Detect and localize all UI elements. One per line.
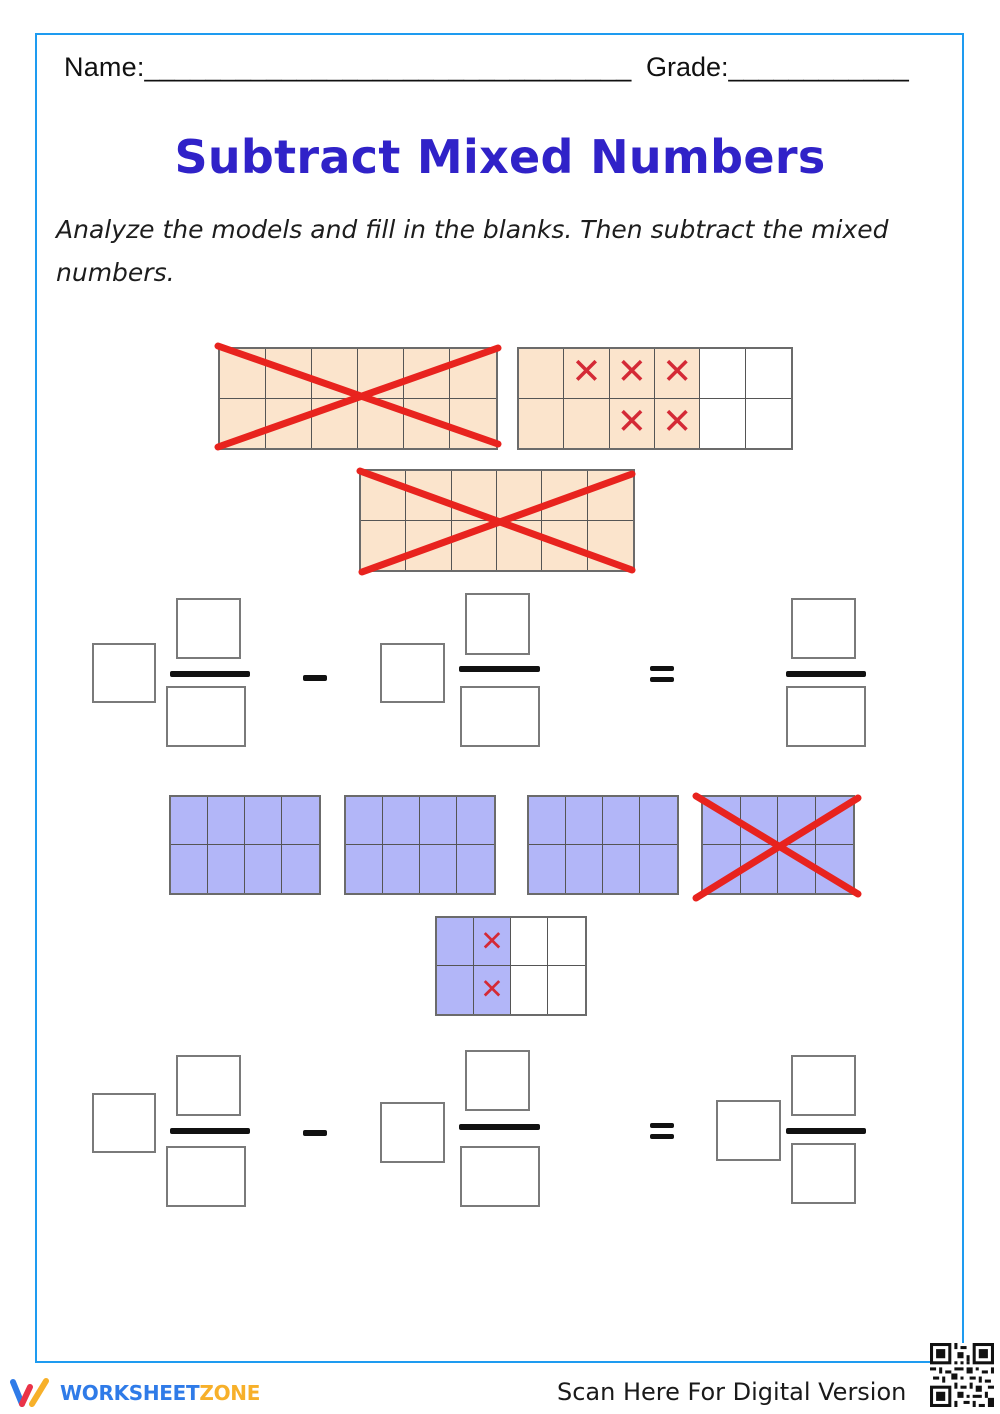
crossed-cell [610, 349, 655, 399]
equals-sign-top [650, 666, 674, 671]
x-mark-icon: ✕ [480, 923, 504, 957]
term1-numerator-input[interactable] [176, 598, 241, 659]
crossed-cell [655, 399, 700, 449]
logo-wordmark: WORKSHEETZONE [60, 1381, 261, 1405]
model-grid-2b [344, 795, 496, 895]
crossed-cell [655, 349, 700, 399]
equals-sign-top [650, 1123, 674, 1128]
model-grid-2d [701, 795, 855, 895]
fraction-bar [459, 666, 540, 672]
term2-denominator-input[interactable] [460, 1146, 540, 1207]
minus-sign [303, 1130, 327, 1136]
term1-numerator-input[interactable] [176, 1055, 241, 1116]
term2-denominator-input[interactable] [460, 686, 540, 747]
grade-field[interactable]: Grade:____________ [646, 52, 909, 82]
fraction-bar [786, 671, 866, 677]
x-mark-icon: ✕ [616, 401, 647, 443]
model-grid-1b [517, 347, 793, 450]
x-mark-icon: ✕ [571, 351, 602, 393]
worksheetzone-w-logo-icon [8, 1377, 52, 1409]
equals-sign-bottom [650, 1134, 674, 1139]
fraction-bar [170, 671, 250, 677]
crossed-cell [564, 349, 609, 399]
x-mark-icon: ✕ [616, 351, 647, 393]
term1-whole-input[interactable] [92, 1093, 156, 1153]
instructions: Analyze the models and fill in the blanks. Then subtract the mixed numbers. [56, 215, 889, 287]
term1-whole-input[interactable] [92, 643, 156, 703]
worksheet-title: Subtract Mixed Numbers [174, 130, 826, 184]
model-grid-2c [527, 795, 679, 895]
model-grid-2a [169, 795, 321, 895]
model-grid-1c [359, 469, 635, 572]
qr-code-icon[interactable] [930, 1343, 994, 1407]
term1-denominator-input[interactable] [166, 1146, 246, 1207]
fraction-bar [786, 1128, 866, 1134]
x-mark-icon: ✕ [480, 972, 504, 1006]
result-numerator-input[interactable] [791, 1055, 856, 1116]
fraction-bar [170, 1128, 250, 1134]
worksheetzone-logo[interactable] [8, 1376, 260, 1410]
term2-whole-input[interactable] [380, 643, 445, 703]
model-grid-2e [435, 916, 587, 1016]
model-grid-1a [218, 347, 498, 450]
term1-denominator-input[interactable] [166, 686, 246, 747]
result-numerator-input[interactable] [791, 598, 856, 659]
crossed-cell [474, 918, 511, 966]
term2-numerator-input[interactable] [465, 593, 530, 655]
result-denominator-input[interactable] [786, 686, 866, 747]
equals-sign-bottom [650, 677, 674, 682]
x-mark-icon: ✕ [662, 351, 693, 393]
crossed-cell [474, 966, 511, 1014]
x-mark-icon: ✕ [662, 401, 693, 443]
minus-sign [303, 675, 327, 681]
fraction-bar [459, 1124, 540, 1130]
name-field[interactable]: Name:________________________________ [64, 52, 632, 82]
result-whole-input[interactable] [716, 1100, 781, 1161]
term2-whole-input[interactable] [380, 1102, 445, 1163]
result-denominator-input[interactable] [791, 1143, 856, 1204]
term2-numerator-input[interactable] [465, 1050, 530, 1111]
crossed-cell [610, 399, 655, 449]
scan-caption: Scan Here For Digital Version [557, 1378, 907, 1406]
